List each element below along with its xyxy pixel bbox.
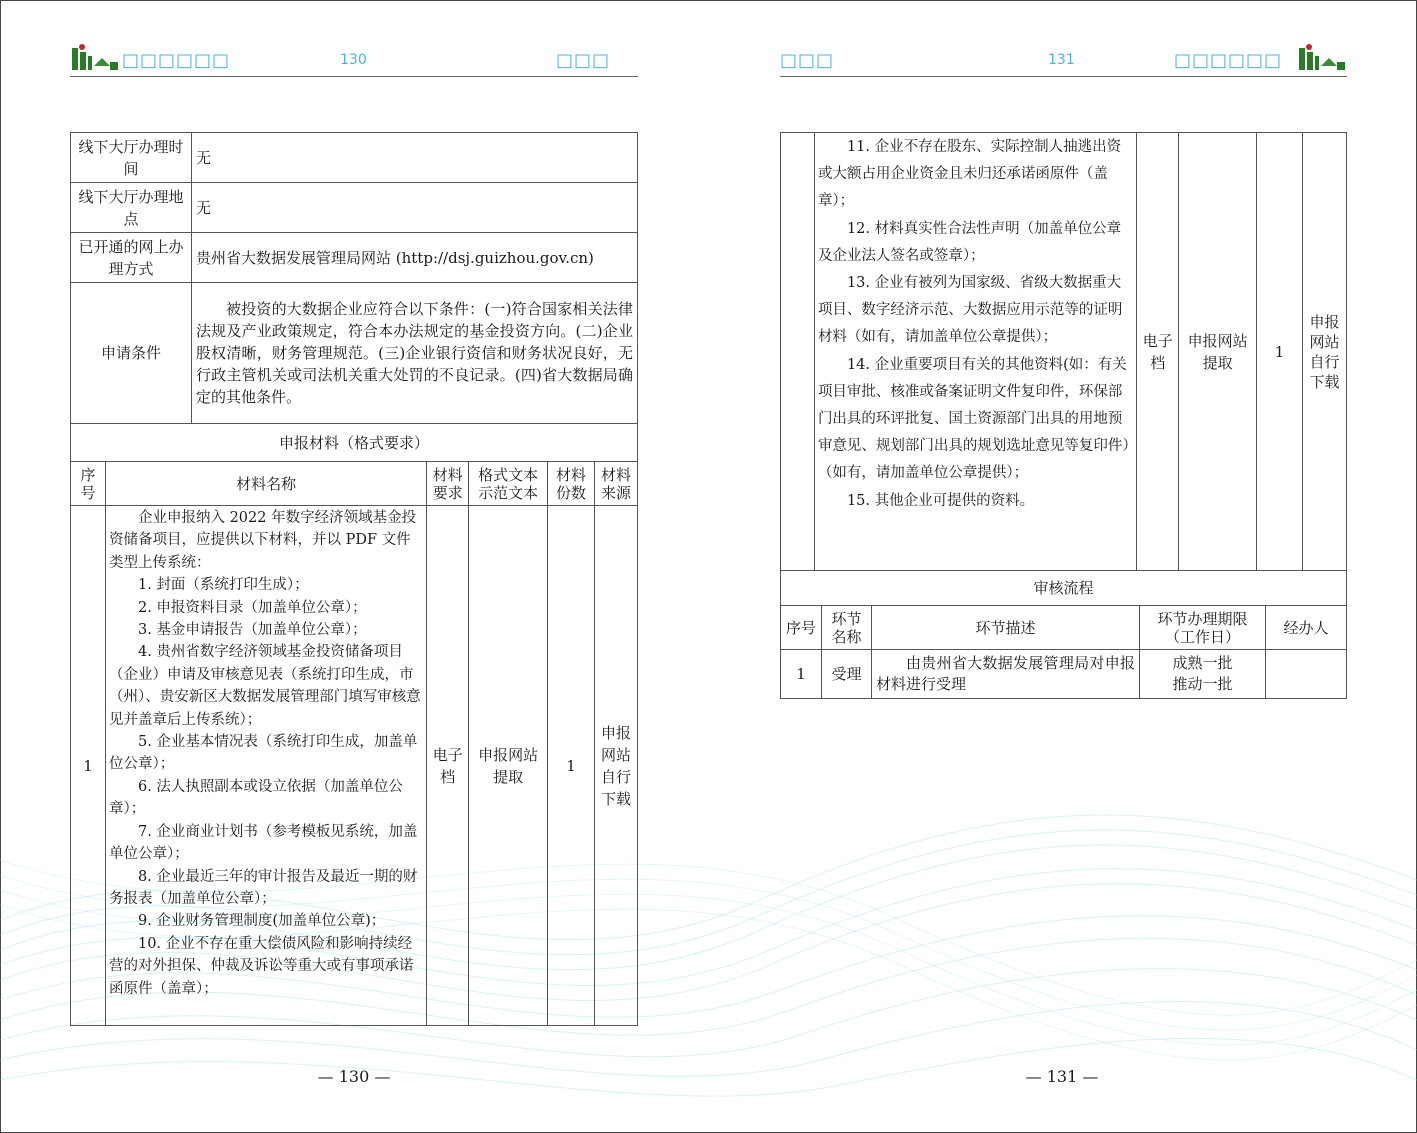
materials-section-title: 申报材料（格式要求）: [71, 424, 638, 462]
conditions-row: [71, 283, 638, 424]
material-item: 1. 封面（系统打印生成）；: [137, 577, 309, 594]
header-section-title: □□□□□□: [1174, 50, 1283, 71]
material-intro: 企业申报纳入 2022 年数字经济领域基金投资储备项目，应提供以下材料，并以 PDF 文件类型上传系统：: [108, 510, 417, 571]
conditions-text: 被投资的大数据企业应符合以下条件：(一)符合国家相关法律法规及产业政策规定，符合本办法规定的基金投资方向。(二)企业股权清晰，财务管理规范。(三)企业银行资信和财务状况良好，无行政主管机关或司法机关重大处罚的不良记录。(四)省大数据局确定的其他条件。: [192, 283, 638, 424]
info-label: 已开通的网上办理方式: [71, 233, 192, 283]
review-header-no: 序号: [781, 606, 822, 650]
material-template: 申报网站提取: [1179, 133, 1257, 571]
material-item: 8. 企业最近三年的审计报告及最近一期的财务报表（加盖单位公章）；: [108, 868, 418, 907]
right-page-header: [780, 42, 1347, 77]
material-item: 6. 法人执照副本或设立依据（加盖单位公章）；: [108, 778, 403, 818]
header-cell-template: 格式文本示范文本: [469, 462, 548, 506]
material-item: 2. 申报资料目录（加盖单位公章）；: [137, 599, 367, 616]
review-handler: [1266, 650, 1347, 699]
review-no: 1: [781, 650, 822, 699]
header-logo-icon: [1297, 42, 1347, 72]
materials-table: [70, 461, 638, 1026]
info-label: 线下大厅办理地点: [71, 183, 192, 233]
header-cell-requirement: 材料要求: [427, 462, 469, 506]
material-requirement: 电子档: [427, 506, 469, 1026]
review-period: [1140, 650, 1266, 699]
material-item: 4. 贵州省数字经济领域基金投资储备项目（企业）申请及审核意见表（系统打印生成，市（州）、贵安新区大数据发展管理部门填写审核意见并盖章后上传系统）；: [108, 644, 421, 728]
material-list-continued: [814, 133, 1136, 571]
review-name: 受理: [822, 650, 872, 699]
material-copies: 1: [548, 506, 595, 1026]
review-header-name: 环节名称: [822, 606, 872, 650]
material-row-continued: [781, 133, 1347, 571]
material-list: [105, 506, 426, 1026]
material-item: 7. 企业商业计划书（参考模板见系统，加盖单位公章）；: [108, 823, 418, 863]
header-cell-source: 材料来源: [595, 462, 638, 506]
review-header-period: 环节办理期限（工作日）: [1140, 606, 1266, 650]
material-item: 11. 企业不存在股东、实际控制人抽逃出资或大额占用企业资金且未归还承诺函原件（盖章）；: [817, 139, 1122, 210]
material-item: 15. 其他企业可提供的资料。: [846, 492, 1035, 509]
material-template: 申报网站提取: [469, 506, 548, 1026]
review-desc: 由贵州省大数据发展管理局对申报材料进行受理: [872, 650, 1140, 699]
materials-continued-table: [780, 132, 1347, 571]
material-item: 9. 企业财务管理制度(加盖单位公章)；: [137, 913, 386, 930]
material-item: 3. 基金申请报告（加盖单位公章）；: [137, 622, 367, 639]
material-source: 申报网站自行下载: [1303, 133, 1347, 571]
info-row: [71, 183, 638, 233]
header-section-title: □□□□□□: [122, 50, 231, 71]
review-header-row: [781, 606, 1347, 650]
header-page-number: 130: [340, 52, 367, 68]
material-item: 13. 企业有被列为国家级、省级大数据重大项目、数字经济示范、大数据应用示范等的证明材料（如有，请加盖单位公章提供）；: [817, 275, 1123, 346]
header-cell-copies: 材料份数: [548, 462, 595, 506]
material-no-empty: [781, 133, 815, 571]
material-no: 1: [71, 506, 106, 1026]
left-page-footer-number: — 130 —: [317, 1067, 391, 1086]
review-section-title: 审核流程: [781, 571, 1347, 606]
right-page: [780, 0, 1347, 1133]
header-page-number: 131: [1048, 52, 1075, 68]
info-table: [70, 132, 638, 462]
info-row: [71, 133, 638, 183]
review-header-desc: 环节描述: [872, 606, 1140, 650]
material-item: 12. 材料真实性合法性声明（加盖单位公章及企业法人签名或签章）；: [817, 220, 1122, 264]
material-item: 10. 企业不存在重大偿债风险和影响持续经营的对外担保、仲裁及诉讼等重大或有事项承诺函原件（盖章）；: [108, 935, 414, 997]
review-table: [780, 570, 1347, 699]
material-item: 5. 企业基本情况表（系统打印生成，加盖单位公章）；: [108, 734, 418, 773]
header-chapter-title: □□□: [556, 50, 611, 71]
review-row: [781, 650, 1347, 699]
info-label: 线下大厅办理时间: [71, 133, 192, 183]
material-item: 14. 企业重要项目有关的其他资料(如：有关项目审批、核准或备案证明文件复印件，环保部门出具的环评批复、国土资源部门出具的用地预审意见、规划部门出具的规划选址意见等复印件）（如有，请加盖单位公章提供）；: [817, 356, 1130, 482]
materials-header-row: [71, 462, 638, 506]
review-period-line-2: 推动一批: [1172, 675, 1233, 693]
material-requirement: 电子档: [1137, 133, 1179, 571]
conditions-label: 申请条件: [71, 283, 192, 424]
material-copies: 1: [1257, 133, 1303, 571]
info-row: [71, 233, 638, 283]
header-chapter-title: □□□: [780, 50, 835, 71]
review-period-line-1: 成熟一批: [1172, 654, 1233, 672]
header-logo-icon: [70, 42, 120, 72]
header-cell-name: 材料名称: [105, 462, 426, 506]
review-title-row: [781, 571, 1347, 606]
left-page: [70, 0, 638, 1133]
info-value: 无: [192, 133, 638, 183]
materials-title-row: [71, 424, 638, 462]
right-page-footer-number: — 131 —: [1025, 1067, 1099, 1086]
left-page-header: [70, 42, 638, 77]
header-cell-no: 序号: [71, 462, 106, 506]
info-value-website: 贵州省大数据发展管理局网站 (http://dsj.guizhou.gov.cn): [192, 233, 638, 283]
material-row: [71, 506, 638, 1026]
review-header-handler: 经办人: [1266, 606, 1347, 650]
info-value: 无: [192, 183, 638, 233]
material-source: 申报网站自行下载: [595, 506, 638, 1026]
